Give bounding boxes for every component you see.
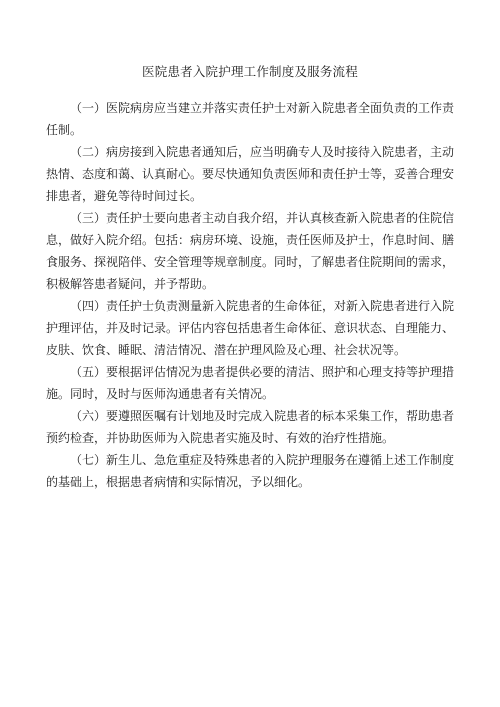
paragraph-1: （一）医院病房应当建立并落实责任护士对新入院患者全面负责的工作责任制。 (46, 101, 455, 137)
document-title: 医院患者入院护理工作制度及服务流程 (142, 64, 358, 79)
paragraph-3: （三）责任护士要向患者主动自我介绍，并认真核查新入院患者的住院信息，做好入院介绍。包括：病房环境、设施，责任医师及护士，作息时间、膳食服务、探视陪伴、安全管理等规章制度。同时，了解患者住院期间的需求，积极解答患者疑问，并予帮助。 (46, 211, 455, 291)
paragraph-4: （四）责任护士负责测量新入院患者的生命体征，对新入院患者进行入院护理评估，并及时记录。评估内容包括患者生命体征、意识状态、自理能力、皮肤、饮食、睡眠、清洁情况、潜在护理风险及心理、社会状况等。 (46, 299, 455, 357)
paragraph-5: （五）要根据评估情况为患者提供必要的清洁、照护和心理支持等护理措施。同时，及时与医师沟通患者有关情况。 (46, 365, 455, 401)
paragraph-6: （六）要遵照医嘱有计划地及时完成入院患者的标本采集工作，帮助患者预约检查，并协助医师为入院患者实施及时、有效的治疗性措施。 (46, 409, 455, 445)
paragraph-2: （二）病房接到入院患者通知后，应当明确专人及时接待入院患者，主动热情、态度和蔼、认真耐心。要尽快通知负责医师和责任护士等，妥善合理安排患者，避免等待时间过长。 (46, 145, 455, 203)
document-body (46, 97, 454, 493)
paragraph-7: （七）新生儿、急危重症及特殊患者的入院护理服务在遵循上述工作制度的基础上，根据患者病情和实际情况，予以细化。 (46, 453, 455, 489)
